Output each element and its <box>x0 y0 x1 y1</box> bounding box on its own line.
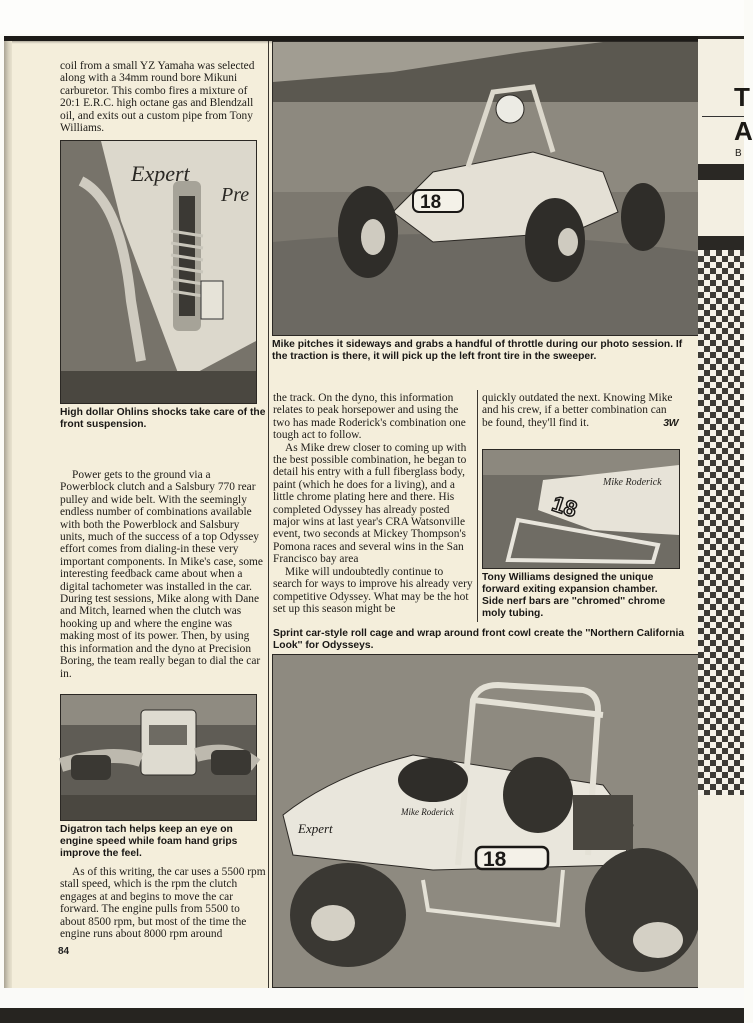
shock-photo-image <box>61 141 256 403</box>
svg-text:Pre: Pre <box>221 184 250 206</box>
adjacent-page-edge <box>698 36 753 991</box>
action-photo-image <box>273 42 699 335</box>
left-intro-paragraph <box>60 60 266 134</box>
rollcage-side-photo <box>272 654 700 988</box>
column-divider-right <box>477 390 478 622</box>
nerf-photo-car-number: 18 <box>549 490 581 523</box>
author-signoff: 3W <box>663 416 678 429</box>
page-number: 84 <box>58 946 70 957</box>
sponsor-decal: Expert <box>298 821 333 836</box>
svg-text:Expert: Expert <box>131 161 190 186</box>
adjacent-dark-bar <box>698 164 744 180</box>
power-text: Power gets to the ground via a Powerblock clutch and a Salsbury 770 rear pulley and wide belt. With the seemingly endless number of combinations available with both the Powerblock and Salsbury units, much of the success of a top Odyssey effort comes from dialing-in these very important components. In Mike's case, some interesting feedback came about when a digital tachometer was installed in the car. During test sessions, Mike along with Dane and Mitch, learned when the clutch was hooking up and where the engine was making most of its power. Then, by using this information and the dyno at Precision Boring, the team really began to dial the car in. <box>60 469 263 680</box>
adjacent-title-letter-1: T <box>734 82 750 112</box>
adjacent-checker-top-bar <box>698 236 744 250</box>
tach-photo-image <box>61 695 256 820</box>
bottom-car-number: 18 <box>483 848 507 871</box>
nerf-photo-image <box>483 450 679 568</box>
adjacent-title-letter-2: A <box>734 116 753 146</box>
adjacent-byline-letter: B <box>735 148 742 159</box>
checkered-flag-pattern <box>698 250 744 795</box>
middle-paragraph-2: As Mike drew closer to coming up with the best possible combination, he began to detail his entry with a full fiberglass body, paint (which he does for a living), and a little chrome plating here and there. His completed Odyssey has already posted major wins at last year's CRA Watsonville event, two seconds at Mickey Thompson's Pomona races and several wins in the San Francisco bay area <box>273 441 467 566</box>
left-rpm-paragraph <box>60 866 266 940</box>
right-paragraph: quickly outdated the next. Knowing Mike and his crew, if a better combination can be found, they'll find it. <box>482 392 673 429</box>
left-power-paragraph <box>60 469 266 680</box>
action-photo-caption: Mike pitches it sideways and grabs a handful of throttle during our photo session. If the traction is there, it will pick up the left front tire in the sweeper. <box>272 339 683 362</box>
adjacent-top-border <box>698 36 744 39</box>
right-column-text <box>482 392 678 429</box>
page-binding <box>4 41 12 996</box>
rollcage-photo-caption: Sprint car-style roll cage and wrap around front cowl create the ''Northern California Look'' for Odysseys. <box>273 628 685 651</box>
middle-paragraph-3: Mike will undoubtedly continue to search for ways to improve his already very competitive Odyssey. What may be the hot set up this season might be <box>273 565 473 615</box>
tach-photo-caption: Digatron tach helps keep an eye on engine speed while foam hand grips improve the feel. <box>60 824 238 859</box>
car-number-decal: 18 <box>420 192 442 213</box>
ohlins-shock-photo <box>60 140 257 404</box>
shock-photo-caption: High dollar Ohlins shocks take care of the front suspension. <box>60 407 266 430</box>
middle-paragraph-1: the track. On the dyno, this information relates to peak horsepower and using the two has made Roderick's combination one tough act to follow. <box>273 392 466 442</box>
rollcage-photo-image <box>273 655 699 987</box>
nerf-bar-photo <box>482 449 680 569</box>
driver-decal: Mike Roderick <box>401 807 454 817</box>
rpm-text: As of this writing, the car uses a 5500 rpm stall speed, which is the rpm the clutch engages at and begins to move the car forward. The engine pulls from 5500 to about 8500 rpm, but most of the time the engine runs about 8000 rpm around <box>60 866 266 941</box>
sideways-action-photo <box>272 41 700 336</box>
scan-background-top <box>0 0 744 34</box>
nerf-photo-caption: Tony Williams designed the unique forward exiting expansion chamber. Side nerf bars are ''chromed'' chrome moly tubing. <box>482 572 666 619</box>
column-divider-left <box>268 41 269 991</box>
scanner-edge <box>0 1008 744 1023</box>
nerf-photo-decal: Mike Roderick <box>603 477 662 488</box>
digatron-tach-photo <box>60 694 257 821</box>
scan-background-bottom <box>0 988 744 1010</box>
intro-text: coil from a small YZ Yamaha was selected along with a 34mm round bore Mikuni carburetor. This combo fires a mixture of 20:1 E.R.C. high octane gas and Blendzall oil, and exits out a custom pipe from Tony Williams. <box>60 60 255 135</box>
middle-column-text <box>273 392 475 615</box>
